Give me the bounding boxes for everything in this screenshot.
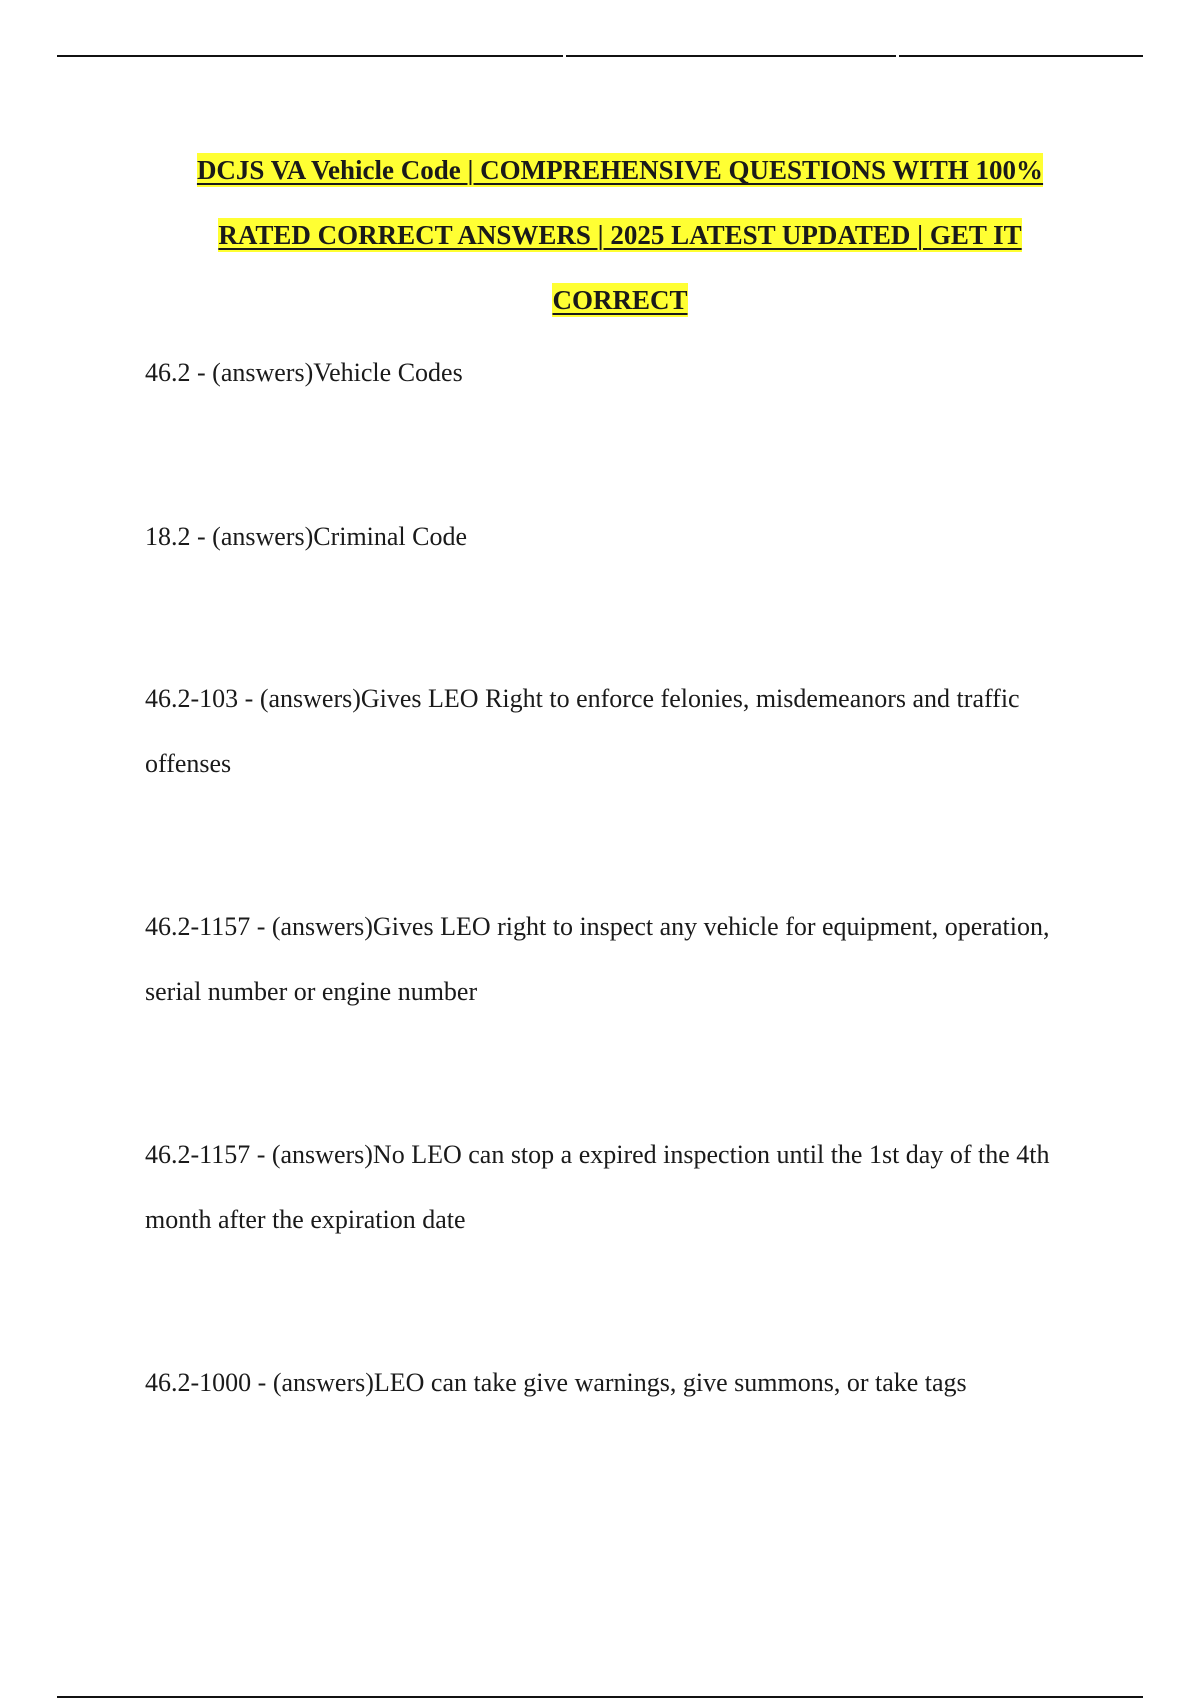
qa-item-vehicle-codes: 46.2 - (answers)Vehicle Codes <box>145 358 463 387</box>
title-line-2: RATED CORRECT ANSWERS | 2025 LATEST UPDATED | GET IT <box>218 220 1022 250</box>
qa-item-warnings-summons: 46.2-1000 - (answers)LEO can take give warnings, give summons, or take tags <box>145 1368 967 1397</box>
title-line-3: CORRECT <box>552 285 688 315</box>
title-line-1: DCJS VA Vehicle Code | COMPREHENSIVE QUESTIONS WITH 100% <box>196 155 1044 185</box>
qa-item-inspect-vehicle: 46.2-1157 - (answers)Gives LEO right to inspect any vehicle for equipment, operation, serial number or engine number <box>145 912 1050 1006</box>
document-title <box>110 138 1130 333</box>
header-rule-left <box>57 55 563 57</box>
footer-rule <box>57 1696 1143 1698</box>
qa-item-expired-inspection: 46.2-1157 - (answers)No LEO can stop a expired inspection until the 1st day of the 4th month after the expiration date <box>145 1140 1050 1234</box>
header-rule-middle <box>566 55 896 57</box>
qa-item-criminal-code: 18.2 - (answers)Criminal Code <box>145 522 468 551</box>
header-rule-right <box>899 55 1143 57</box>
qa-item-enforce-offenses: 46.2-103 - (answers)Gives LEO Right to enforce felonies, misdemeanors and traffic offenses <box>145 684 1020 778</box>
